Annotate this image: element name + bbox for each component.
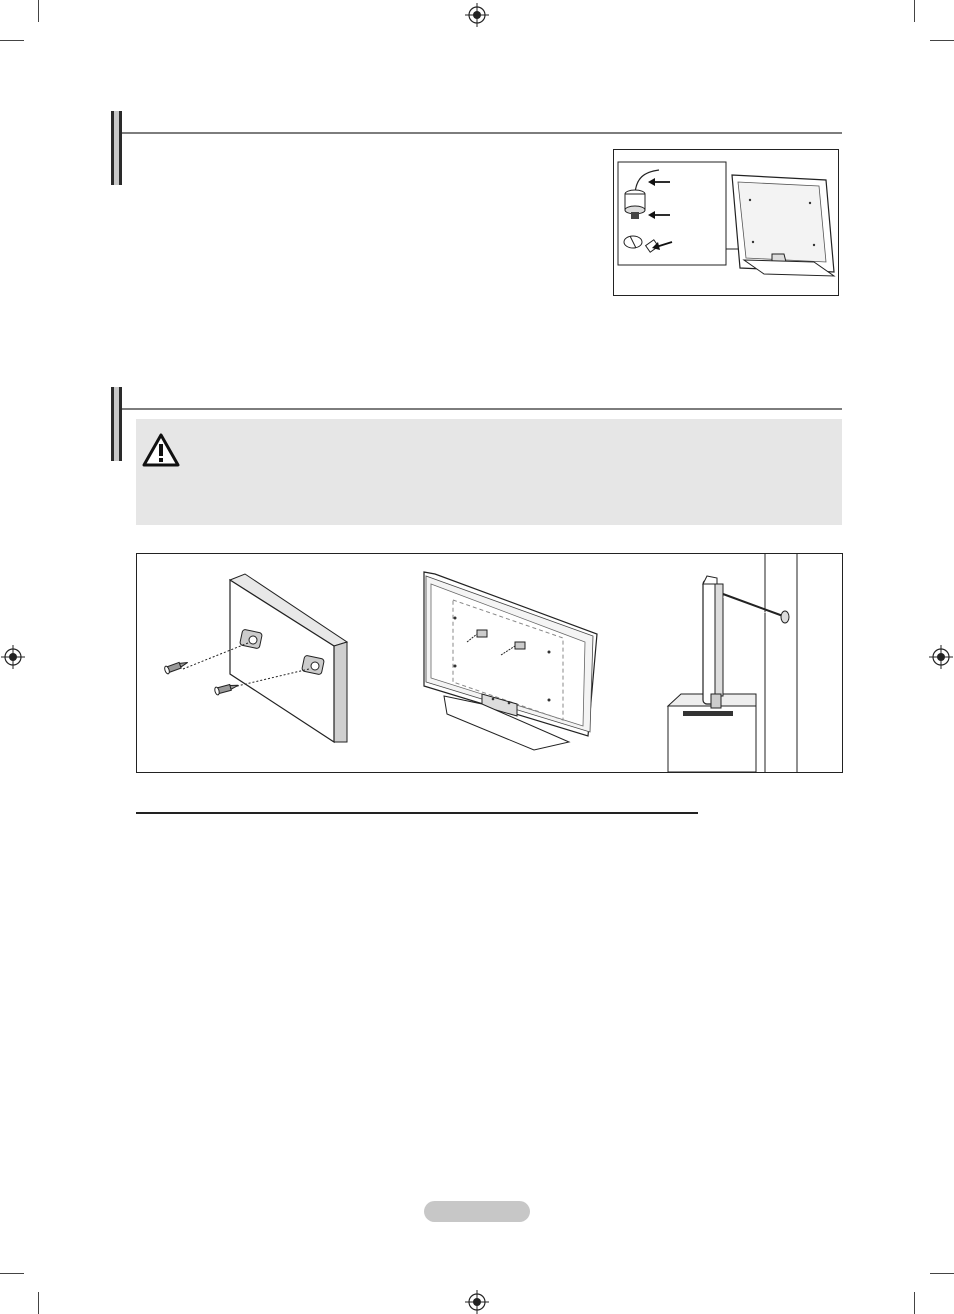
registration-crosshair-icon xyxy=(1,645,25,669)
crop-mark xyxy=(914,0,915,22)
wall-mount-figure xyxy=(136,553,843,773)
section-1-marker xyxy=(111,111,122,185)
caution-box xyxy=(136,419,842,525)
crop-mark xyxy=(0,1273,24,1274)
warning-triangle-icon xyxy=(142,433,180,467)
section-2-marker xyxy=(111,387,122,461)
kensington-lock-figure xyxy=(613,149,839,296)
crop-mark xyxy=(930,1273,954,1274)
wall-clamp-illustration xyxy=(164,574,347,742)
crop-mark xyxy=(38,1292,39,1314)
tv-back-clamp-illustration xyxy=(424,572,597,750)
crop-mark xyxy=(38,0,39,22)
page-number-badge xyxy=(424,1201,530,1222)
crop-mark xyxy=(930,40,954,41)
crop-mark xyxy=(914,1292,915,1314)
crop-mark xyxy=(0,40,24,41)
tv-side-wall-tie-illustration xyxy=(668,554,797,772)
section-1-rule xyxy=(122,132,842,134)
registration-crosshair-icon xyxy=(465,3,489,27)
section-2-rule xyxy=(122,408,842,410)
registration-crosshair-icon xyxy=(929,645,953,669)
registration-crosshair-icon xyxy=(465,1290,489,1314)
subsection-underline xyxy=(136,812,698,814)
